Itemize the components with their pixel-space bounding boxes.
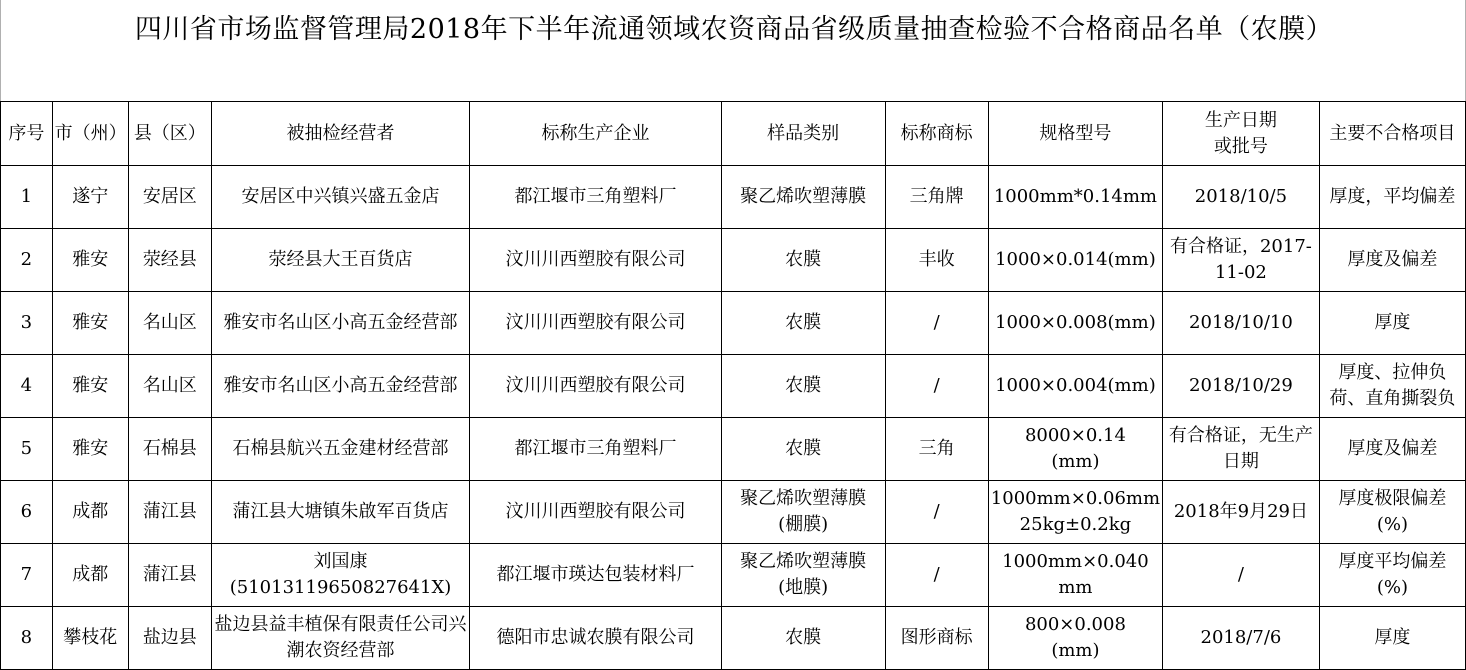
cell-text: 2018/10/10 — [1189, 312, 1293, 333]
cell-text: / — [933, 501, 940, 522]
cell-text: 石棉县航兴五金建材经营部 — [232, 438, 449, 459]
cell-col-date — [1163, 418, 1320, 481]
cell-col-county — [128, 166, 211, 229]
cell-text: 1000×0.004(mm) — [995, 375, 1156, 396]
cell-col-category — [721, 229, 885, 292]
cell-text: 雅安市名山区小高五金经营部 — [223, 375, 458, 396]
cell-text: 盐边县 — [142, 627, 197, 648]
cell-text: 1000×0.008(mm) — [995, 312, 1156, 333]
cell-text: 农膜 — [785, 375, 822, 396]
cell-col-manufacturer — [470, 607, 721, 670]
cell-text: 都江堰市瑛达包装材料厂 — [496, 564, 695, 585]
cell-text: 安居区中兴镇兴盛五金店 — [241, 186, 440, 207]
cell-text: 厚度极限偏差 (%) — [1338, 488, 1447, 535]
cell-col-defects — [1319, 355, 1465, 418]
cell-col-index — [1, 544, 53, 607]
cell-text: 厚度及偏差 — [1347, 249, 1438, 270]
cell-text: 遂宁 — [72, 186, 109, 207]
cell-col-county — [128, 481, 211, 544]
cell-col-county — [128, 355, 211, 418]
cell-text: 图形商标 — [900, 627, 973, 648]
cell-col-county — [128, 292, 211, 355]
title-row — [0, 0, 1466, 101]
cell-col-county — [128, 229, 211, 292]
cell-text: 厚度平均偏差 (%) — [1338, 551, 1447, 598]
cell-col-trademark — [885, 166, 988, 229]
header-col-spec: 规格型号 — [988, 102, 1162, 166]
cell-col-date — [1163, 229, 1320, 292]
cell-col-manufacturer — [470, 166, 721, 229]
header-col-trademark: 标称商标 — [885, 102, 988, 166]
header-col-defects: 主要不合格项目 — [1319, 102, 1465, 166]
cell-text: 农膜 — [785, 627, 822, 648]
cell-col-city — [52, 418, 128, 481]
cell-col-defects — [1319, 607, 1465, 670]
cell-text: 厚度 — [1374, 312, 1411, 333]
cell-text: 2018/7/6 — [1200, 627, 1282, 648]
table-body — [1, 166, 1466, 670]
cell-text: 安居区 — [142, 186, 197, 207]
cell-text: 有合格证，2017-11-02 — [1169, 236, 1312, 283]
cell-col-date — [1163, 166, 1320, 229]
cell-text: 三角 — [918, 438, 955, 459]
cell-col-manufacturer — [470, 418, 721, 481]
cell-col-trademark — [885, 355, 988, 418]
cell-text: 厚度及偏差 — [1347, 438, 1438, 459]
cell-text: 8 — [20, 627, 33, 648]
cell-col-manufacturer — [470, 229, 721, 292]
cell-col-category — [721, 292, 885, 355]
cell-text: 雅安市名山区小高五金经营部 — [223, 312, 458, 333]
cell-col-index — [1, 166, 53, 229]
cell-text: 蒲江县 — [142, 564, 197, 585]
cell-text: 有合格证，无生产日期 — [1168, 425, 1313, 472]
cell-col-operator — [211, 418, 470, 481]
cell-text: 4 — [20, 375, 33, 396]
cell-col-defects — [1319, 418, 1465, 481]
cell-col-spec — [988, 292, 1162, 355]
cell-col-defects — [1319, 544, 1465, 607]
cell-text: 1000×0.014(mm) — [995, 249, 1156, 270]
cell-col-trademark — [885, 292, 988, 355]
cell-text: 名山区 — [142, 312, 197, 333]
cell-text: 3 — [20, 312, 33, 333]
cell-text: / — [933, 564, 940, 585]
header-row — [1, 102, 1466, 166]
cell-col-operator — [211, 481, 470, 544]
cell-text: 汶川川西塑胶有限公司 — [505, 501, 686, 522]
cell-text: 蒲江县 — [142, 501, 197, 522]
cell-col-county — [128, 418, 211, 481]
table-row — [1, 229, 1466, 292]
cell-col-county — [128, 607, 211, 670]
cell-col-defects — [1319, 229, 1465, 292]
cell-text: 1000mm*0.14mm — [993, 186, 1157, 207]
cell-text: 雅安 — [72, 249, 109, 270]
header-col-index: 序号 — [1, 102, 53, 166]
cell-col-spec — [988, 544, 1162, 607]
cell-text: / — [933, 375, 940, 396]
cell-text: / — [1237, 564, 1244, 585]
cell-col-index — [1, 229, 53, 292]
cell-col-category — [721, 544, 885, 607]
cell-col-city — [52, 355, 128, 418]
header-col-date: 生产日期 或批号 — [1163, 102, 1320, 166]
table-row — [1, 355, 1466, 418]
cell-col-date — [1163, 355, 1320, 418]
cell-col-operator — [211, 166, 470, 229]
cell-text: 攀枝花 — [63, 627, 118, 648]
cell-text: 厚度，平均偏差 — [1329, 186, 1456, 207]
table-row — [1, 418, 1466, 481]
cell-text: 800×0.008 (mm) — [1024, 614, 1126, 661]
cell-col-category — [721, 166, 885, 229]
document-title: 四川省市场监督管理局2018年下半年流通领域农资商品省级质量抽查检验不合格商品名单（农膜） — [134, 14, 1334, 45]
cell-col-defects — [1319, 481, 1465, 544]
cell-col-city — [52, 607, 128, 670]
cell-col-city — [52, 481, 128, 544]
cell-text: 1000mm×0.06mm 25kg±0.2kg — [990, 488, 1161, 535]
cell-col-manufacturer — [470, 544, 721, 607]
cell-col-category — [721, 418, 885, 481]
cell-text: 都江堰市三角塑料厂 — [514, 186, 677, 207]
cell-text: 雅安 — [72, 312, 109, 333]
cell-text: 荥经县 — [142, 249, 197, 270]
table-row — [1, 166, 1466, 229]
cell-text: 厚度 — [1374, 627, 1411, 648]
header-col-operator: 被抽检经营者 — [211, 102, 470, 166]
table-row — [1, 607, 1466, 670]
cell-col-spec — [988, 166, 1162, 229]
header-col-county: 县（区） — [128, 102, 211, 166]
cell-col-date — [1163, 481, 1320, 544]
cell-col-index — [1, 418, 53, 481]
cell-text: 雅安 — [72, 438, 109, 459]
cell-text: 德阳市忠诚农膜有限公司 — [496, 627, 695, 648]
table-row — [1, 544, 1466, 607]
cell-col-operator — [211, 607, 470, 670]
cell-col-defects — [1319, 166, 1465, 229]
cell-col-operator — [211, 355, 470, 418]
cell-text: 聚乙烯吹塑薄膜 (地膜) — [740, 551, 867, 598]
cell-col-date — [1163, 544, 1320, 607]
cell-text: 农膜 — [785, 249, 822, 270]
cell-text: 石棉县 — [142, 438, 197, 459]
cell-text: 5 — [20, 438, 33, 459]
cell-col-date — [1163, 607, 1320, 670]
cell-text: 聚乙烯吹塑薄膜 — [740, 186, 867, 207]
cell-text: 汶川川西塑胶有限公司 — [505, 375, 686, 396]
cell-col-category — [721, 607, 885, 670]
cell-col-defects — [1319, 292, 1465, 355]
cell-col-manufacturer — [470, 355, 721, 418]
cell-col-spec — [988, 481, 1162, 544]
cell-col-date — [1163, 292, 1320, 355]
cell-text: 丰收 — [918, 249, 955, 270]
cell-text: 2 — [20, 249, 33, 270]
cell-text: 荥经县大王百货店 — [268, 249, 413, 270]
cell-col-city — [52, 292, 128, 355]
cell-col-county — [128, 544, 211, 607]
results-table — [0, 101, 1466, 670]
cell-text: 蒲江县大塘镇朱啟军百货店 — [232, 501, 449, 522]
cell-col-city — [52, 166, 128, 229]
cell-col-trademark — [885, 481, 988, 544]
cell-text: 刘国康 (51013119650827641X) — [229, 551, 452, 598]
header-col-city: 市（州） — [52, 102, 128, 166]
cell-col-spec — [988, 607, 1162, 670]
cell-text: 6 — [20, 501, 33, 522]
cell-text: 成都 — [72, 564, 109, 585]
cell-col-spec — [988, 355, 1162, 418]
cell-col-trademark — [885, 607, 988, 670]
cell-col-city — [52, 544, 128, 607]
cell-text: 名山区 — [142, 375, 197, 396]
cell-col-spec — [988, 418, 1162, 481]
cell-text: 三角牌 — [909, 186, 964, 207]
cell-text: 盐边县益丰植保有限责任公司兴潮农资经营部 — [214, 614, 467, 661]
cell-col-category — [721, 355, 885, 418]
cell-text: / — [933, 312, 940, 333]
cell-text: 成都 — [72, 501, 109, 522]
cell-text: 汶川川西塑胶有限公司 — [505, 249, 686, 270]
cell-text: 农膜 — [785, 312, 822, 333]
cell-col-manufacturer — [470, 292, 721, 355]
cell-text: 1 — [20, 186, 33, 207]
cell-col-trademark — [885, 544, 988, 607]
cell-col-city — [52, 229, 128, 292]
cell-col-index — [1, 481, 53, 544]
table-row — [1, 292, 1466, 355]
cell-col-manufacturer — [470, 481, 721, 544]
cell-text: 2018/10/29 — [1189, 375, 1293, 396]
cell-text: 2018/10/5 — [1194, 186, 1288, 207]
cell-text: 厚度、拉伸负荷、直角撕裂负 — [1329, 362, 1456, 409]
cell-col-index — [1, 355, 53, 418]
cell-text: 雅安 — [72, 375, 109, 396]
cell-text: 8000×0.14 (mm) — [1024, 425, 1126, 472]
table-row — [1, 481, 1466, 544]
cell-col-spec — [988, 229, 1162, 292]
cell-col-operator — [211, 229, 470, 292]
cell-col-index — [1, 607, 53, 670]
cell-text: 都江堰市三角塑料厂 — [514, 438, 677, 459]
cell-col-index — [1, 292, 53, 355]
cell-col-operator — [211, 292, 470, 355]
cell-col-trademark — [885, 229, 988, 292]
cell-text: 汶川川西塑胶有限公司 — [505, 312, 686, 333]
cell-col-trademark — [885, 418, 988, 481]
header-col-category: 样品类别 — [721, 102, 885, 166]
cell-text: 1000mm×0.040 mm — [1002, 551, 1149, 598]
cell-text: 农膜 — [785, 438, 822, 459]
header-col-manufacturer: 标称生产企业 — [470, 102, 721, 166]
cell-text: 2018年9月29日 — [1173, 501, 1309, 522]
cell-text: 聚乙烯吹塑薄膜 (棚膜) — [740, 488, 867, 535]
cell-col-operator — [211, 544, 470, 607]
cell-col-category — [721, 481, 885, 544]
cell-text: 7 — [20, 564, 33, 585]
